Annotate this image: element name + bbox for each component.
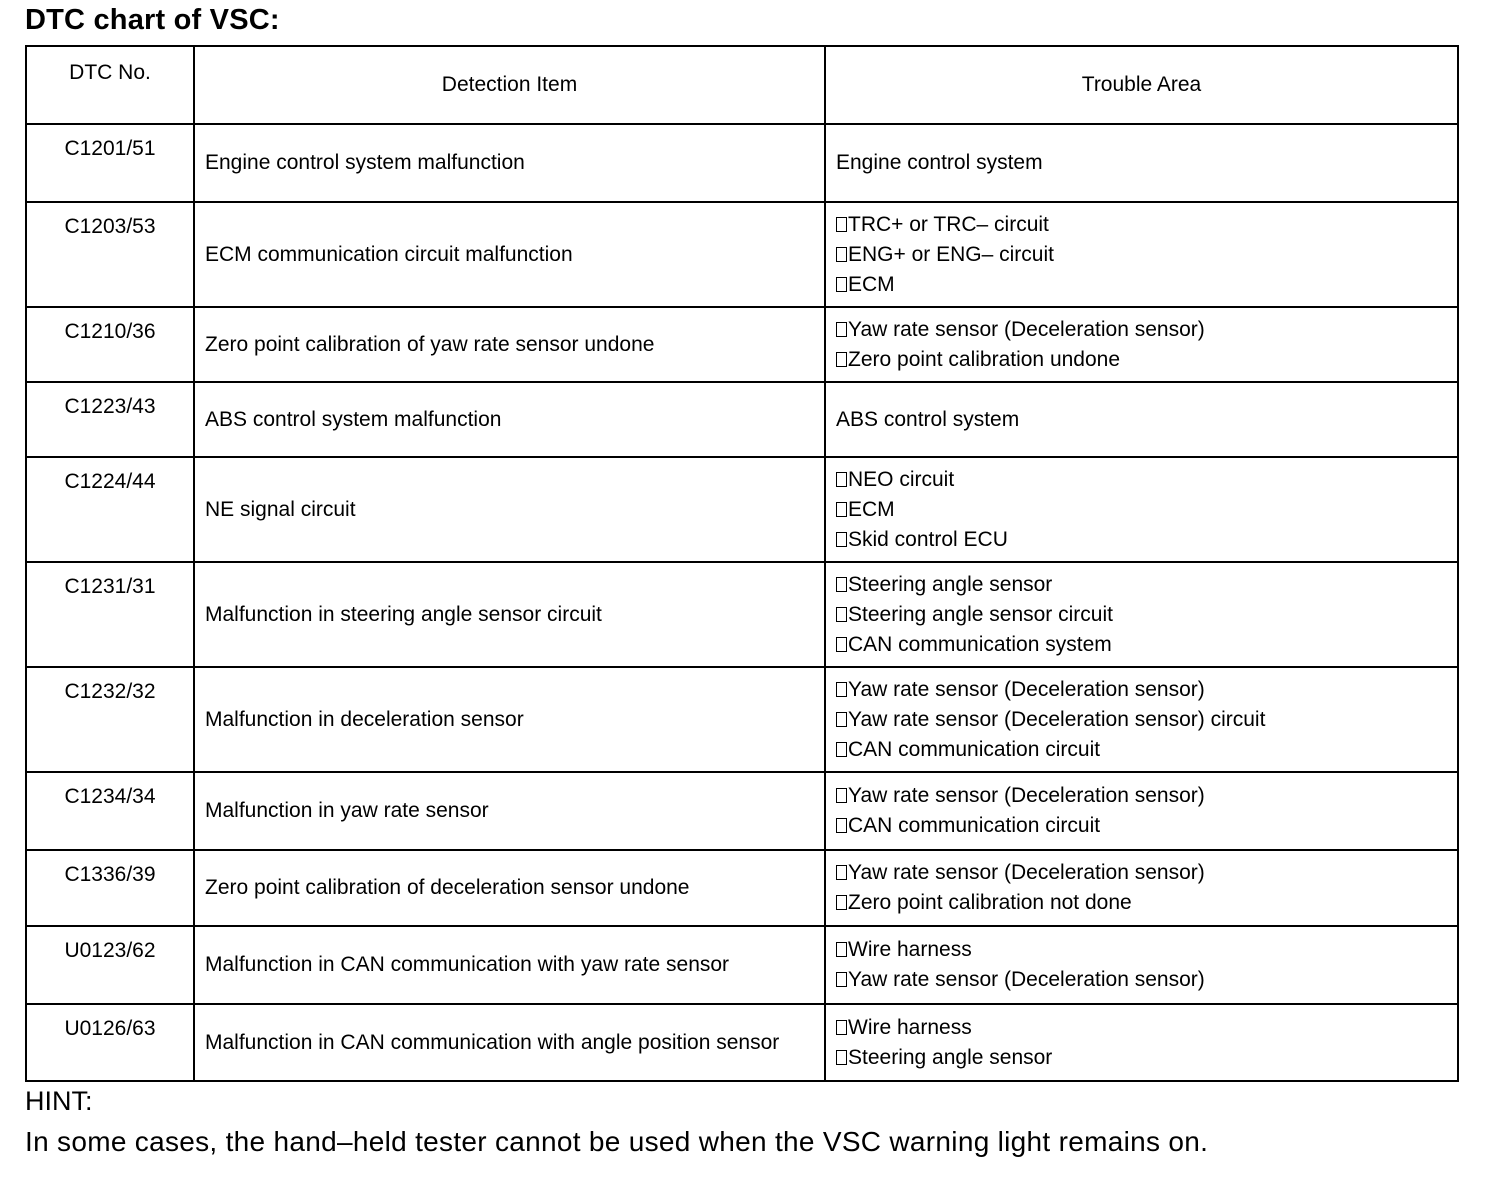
detection-item: Malfunction in CAN communication with angle position sensor <box>194 1004 825 1081</box>
trouble-area <box>825 562 1458 667</box>
bullet-box-icon <box>836 247 847 262</box>
bullet-box-icon <box>836 577 847 592</box>
trouble-area-item-text: CAN communication system <box>848 632 1112 656</box>
trouble-area <box>825 457 1458 562</box>
dtc-code: U0126/63 <box>26 1004 194 1081</box>
detection-item: ECM communication circuit malfunction <box>194 202 825 307</box>
trouble-area-item-text: TRC+ or TRC– circuit <box>848 212 1049 236</box>
bullet-box-icon <box>836 472 847 487</box>
table-row <box>26 307 1458 382</box>
trouble-area-item-text: ENG+ or ENG– circuit <box>848 242 1054 266</box>
detection-item: Zero point calibration of deceleration sensor undone <box>194 850 825 926</box>
trouble-area-item-text: Zero point calibration not done <box>848 891 1132 914</box>
trouble-area-item <box>836 570 1457 600</box>
detection-item: Zero point calibration of yaw rate sensor undone <box>194 307 825 382</box>
trouble-area-item-text: ECM <box>848 497 895 521</box>
detection-item: Malfunction in deceleration sensor <box>194 667 825 772</box>
trouble-area-text: ABS control system <box>836 407 1020 431</box>
trouble-area <box>825 850 1458 926</box>
trouble-area-item-text: Zero point calibration undone <box>848 347 1121 371</box>
table-row <box>26 202 1458 307</box>
trouble-area-item <box>836 630 1457 660</box>
table-row <box>26 562 1458 667</box>
table-header-row <box>26 46 1458 124</box>
trouble-area-item <box>836 465 1457 495</box>
detection-item: NE signal circuit <box>194 457 825 562</box>
trouble-area-item <box>836 811 1457 841</box>
header-detection-item: Detection Item <box>194 46 825 124</box>
trouble-area-item <box>836 525 1457 555</box>
table-row <box>26 1004 1458 1081</box>
bullet-box-icon <box>836 1050 847 1065</box>
trouble-area-item-text: Skid control ECU <box>848 527 1008 551</box>
bullet-box-icon <box>836 942 847 957</box>
detection-item: Malfunction in steering angle sensor circuit <box>194 562 825 667</box>
trouble-area-item <box>836 1043 1457 1073</box>
table-row <box>26 457 1458 562</box>
dtc-code: C1223/43 <box>26 382 194 457</box>
trouble-area <box>825 202 1458 307</box>
dtc-code: C1234/34 <box>26 772 194 850</box>
document-title: DTC chart of VSC: <box>25 4 280 36</box>
trouble-area-item <box>836 1013 1457 1043</box>
dtc-table <box>25 45 1459 1082</box>
dtc-code: C1210/36 <box>26 307 194 382</box>
detection-item: Malfunction in yaw rate sensor <box>194 772 825 850</box>
trouble-area-item-text: CAN communication circuit <box>848 737 1101 761</box>
trouble-area-item-text: ECM <box>848 272 895 296</box>
dtc-code: C1203/53 <box>26 202 194 307</box>
trouble-area-item-text: Steering angle sensor circuit <box>848 602 1113 626</box>
table-row <box>26 382 1458 457</box>
trouble-area-item <box>836 210 1457 240</box>
trouble-area <box>825 667 1458 772</box>
trouble-area-item <box>836 965 1457 995</box>
trouble-area-item-text: Wire harness <box>848 1015 972 1039</box>
bullet-box-icon <box>836 972 847 987</box>
dtc-code: U0123/62 <box>26 926 194 1004</box>
bullet-box-icon <box>836 1020 847 1035</box>
bullet-box-icon <box>836 895 847 910</box>
table-body <box>26 124 1458 1081</box>
trouble-area-item-text: CAN communication circuit <box>848 814 1101 837</box>
table-row <box>26 772 1458 850</box>
trouble-area-item-text: Yaw rate sensor (Deceleration sensor) circuit <box>848 707 1266 731</box>
table-row <box>26 667 1458 772</box>
trouble-area <box>825 1004 1458 1081</box>
trouble-area-item <box>836 888 1457 918</box>
dtc-code: C1231/31 <box>26 562 194 667</box>
hint-label: HINT: <box>25 1086 93 1116</box>
dtc-code: C1232/32 <box>26 667 194 772</box>
bullet-box-icon <box>836 607 847 622</box>
bullet-box-icon <box>836 818 847 833</box>
bullet-box-icon <box>836 682 847 697</box>
trouble-area-item <box>836 240 1457 270</box>
dtc-code: C1336/39 <box>26 850 194 926</box>
trouble-area-item <box>836 858 1457 888</box>
trouble-area-item <box>836 315 1457 345</box>
bullet-box-icon <box>836 532 847 547</box>
trouble-area <box>825 124 1458 202</box>
trouble-area-item-text: Wire harness <box>848 938 972 961</box>
trouble-area-item <box>836 781 1457 811</box>
table-row <box>26 926 1458 1004</box>
detection-item: Engine control system malfunction <box>194 124 825 202</box>
bullet-box-icon <box>836 322 847 337</box>
trouble-area-item <box>836 675 1457 705</box>
trouble-area-item-text: Yaw rate sensor (Deceleration sensor) <box>848 784 1205 807</box>
header-trouble-area: Trouble Area <box>825 46 1458 124</box>
bullet-box-icon <box>836 217 847 232</box>
trouble-area-item-text: NEO circuit <box>848 467 955 491</box>
trouble-area-item-text: Yaw rate sensor (Deceleration sensor) <box>848 677 1205 701</box>
header-dtc-no: DTC No. <box>26 46 194 124</box>
hint-text: In some cases, the hand–held tester cannot be used when the VSC warning light remains on. <box>25 1126 1209 1157</box>
trouble-area-item-text: Yaw rate sensor (Deceleration sensor) <box>848 861 1205 884</box>
trouble-area <box>825 307 1458 382</box>
trouble-area-item <box>836 600 1457 630</box>
table-row <box>26 850 1458 926</box>
trouble-area-item-text: Yaw rate sensor (Deceleration sensor) <box>848 968 1205 991</box>
trouble-area-item <box>836 495 1457 525</box>
trouble-area-item <box>836 735 1457 765</box>
bullet-box-icon <box>836 742 847 757</box>
dtc-code: C1201/51 <box>26 124 194 202</box>
trouble-area-item-text: Steering angle sensor <box>848 1045 1053 1069</box>
trouble-area-item-text: Steering angle sensor <box>848 572 1053 596</box>
bullet-box-icon <box>836 712 847 727</box>
table-row <box>26 124 1458 202</box>
trouble-area-item <box>836 935 1457 965</box>
bullet-box-icon <box>836 637 847 652</box>
trouble-area <box>825 382 1458 457</box>
trouble-area <box>825 926 1458 1004</box>
bullet-box-icon <box>836 502 847 517</box>
bullet-box-icon <box>836 277 847 292</box>
trouble-area-item-text: Yaw rate sensor (Deceleration sensor) <box>848 317 1205 341</box>
trouble-area-item <box>836 345 1457 375</box>
dtc-code: C1224/44 <box>26 457 194 562</box>
detection-item: ABS control system malfunction <box>194 382 825 457</box>
trouble-area-text: Engine control system <box>836 151 1043 174</box>
detection-item: Malfunction in CAN communication with yaw rate sensor <box>194 926 825 1004</box>
trouble-area <box>825 772 1458 850</box>
bullet-box-icon <box>836 865 847 880</box>
bullet-box-icon <box>836 788 847 803</box>
bullet-box-icon <box>836 352 847 367</box>
trouble-area-item <box>836 705 1457 735</box>
trouble-area-item <box>836 270 1457 300</box>
